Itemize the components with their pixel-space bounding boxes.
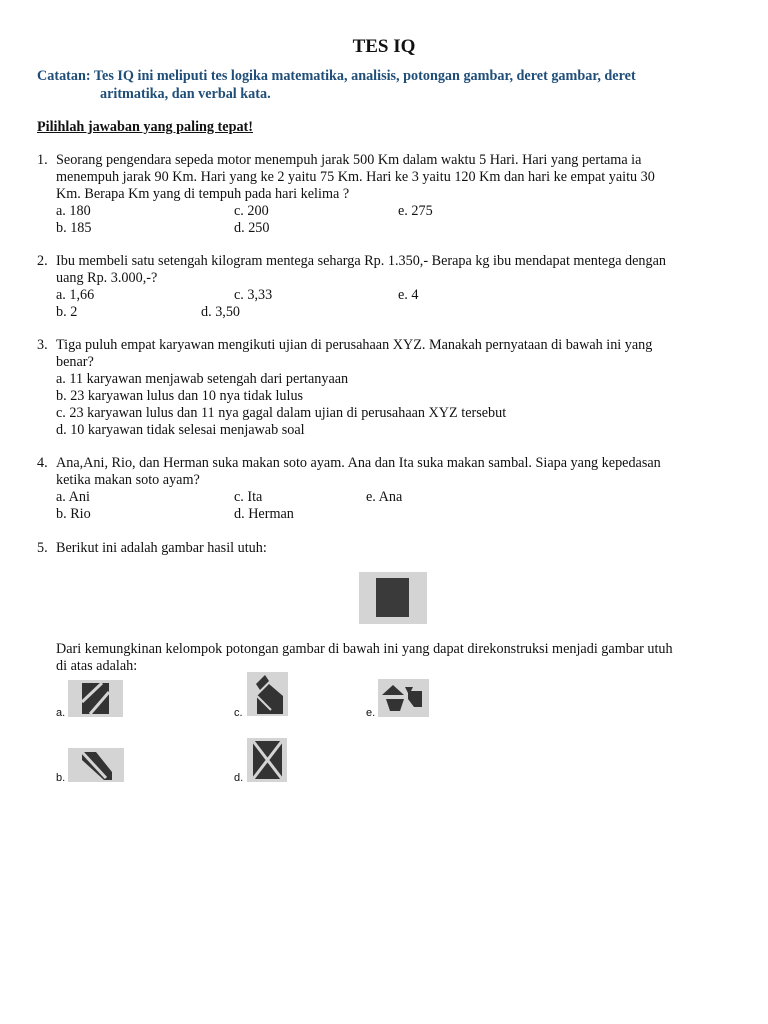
- q5-number: 5.: [37, 540, 48, 556]
- q1-option-c: c. 200: [234, 203, 269, 219]
- q2-line-1: Ibu membeli satu setengah kilogram mentega seharga Rp. 1.350,- Berapa kg ibu mendapat mentega dengan: [56, 253, 667, 269]
- q1-line-2: menempuh jarak 90 Km. Hari yang ke 2 yaitu 75 Km. Hari ke 3 yaitu 120 Km dan hari ke empat yaitu 30: [56, 169, 655, 185]
- note-line-1: Catatan: Tes IQ ini meliputi tes logika matematika, analisis, potongan gambar, deret gambar, deret: [37, 68, 636, 84]
- q2-option-b: b. 2: [56, 304, 78, 320]
- page-title: TES IQ: [352, 36, 416, 57]
- q2-option-c: c. 3,33: [234, 287, 273, 303]
- q5-option-d-label: d.: [234, 772, 244, 784]
- instruction: Pilihlah jawaban yang paling tepat!: [37, 119, 254, 135]
- q2-option-a: a. 1,66: [56, 287, 95, 303]
- q4-line-2: ketika makan soto ayam?: [56, 472, 200, 488]
- q1-option-d: d. 250: [234, 220, 270, 236]
- q5-option-d-image: [247, 738, 287, 782]
- q5-option-a-label: a.: [56, 707, 66, 719]
- q4-option-e: e. Ana: [366, 489, 403, 505]
- q2-number: 2.: [37, 253, 48, 269]
- q4-option-d: d. Herman: [234, 506, 294, 522]
- q5-option-e-image: [378, 679, 429, 717]
- q5-line-2: di atas adalah:: [56, 658, 138, 674]
- q5-option-a-image: [68, 680, 123, 717]
- whole-figure-image: [359, 572, 427, 624]
- q2-option-e: e. 4: [398, 287, 419, 303]
- q3-option-d: d. 10 karyawan tidak selesai menjawab soal: [56, 422, 305, 438]
- q3-option-c: c. 23 karyawan lulus dan 11 nya gagal dalam ujian di perusahaan XYZ tersebut: [56, 405, 507, 421]
- q3-line-1: Tiga puluh empat karyawan mengikuti ujian di perusahaan XYZ. Manakah pernyataan di bawah ini yang: [56, 337, 653, 353]
- q2-option-d: d. 3,50: [201, 304, 241, 320]
- q5-option-c-image: [247, 672, 288, 716]
- q2-line-2: uang Rp. 3.000,-?: [56, 270, 158, 286]
- note-line-2: aritmatika, dan verbal kata.: [100, 86, 271, 102]
- q1-option-b: b. 185: [56, 220, 92, 236]
- q4-option-c: c. Ita: [234, 489, 263, 505]
- q1-option-e: e. 275: [398, 203, 433, 219]
- q1-number: 1.: [37, 152, 48, 168]
- q1-line-3: Km. Berapa Km yang di tempuh pada hari kelima ?: [56, 186, 350, 202]
- q3-option-b: b. 23 karyawan lulus dan 10 nya tidak lulus: [56, 388, 304, 404]
- q5-option-e-label: e.: [366, 707, 376, 719]
- q3-number: 3.: [37, 337, 48, 353]
- q3-line-2: benar?: [56, 354, 94, 370]
- q5-text: Berikut ini adalah gambar hasil utuh:: [56, 540, 267, 556]
- q3-option-a: a. 11 karyawan menjawab setengah dari pertanyaan: [56, 371, 349, 387]
- q4-option-a: a. Ani: [56, 489, 90, 505]
- q4-number: 4.: [37, 455, 48, 471]
- q4-option-b: b. Rio: [56, 506, 91, 522]
- q4-line-1: Ana,Ani, Rio, dan Herman suka makan soto ayam. Ana dan Ita suka makan sambal. Siapa yang kepedasan: [56, 455, 661, 471]
- q1-line-1: Seorang pengendara sepeda motor menempuh jarak 500 Km dalam waktu 5 Hari. Hari yang pertama ia: [56, 152, 642, 168]
- q5-option-b-label: b.: [56, 772, 66, 784]
- q5-option-c-label: c.: [234, 707, 243, 719]
- q1-option-a: a. 180: [56, 203, 91, 219]
- q5-option-b-image: [68, 748, 124, 782]
- q5-line-1: Dari kemungkinan kelompok potongan gambar di bawah ini yang dapat direkonstruksi menjadi gambar utuh: [56, 641, 673, 657]
